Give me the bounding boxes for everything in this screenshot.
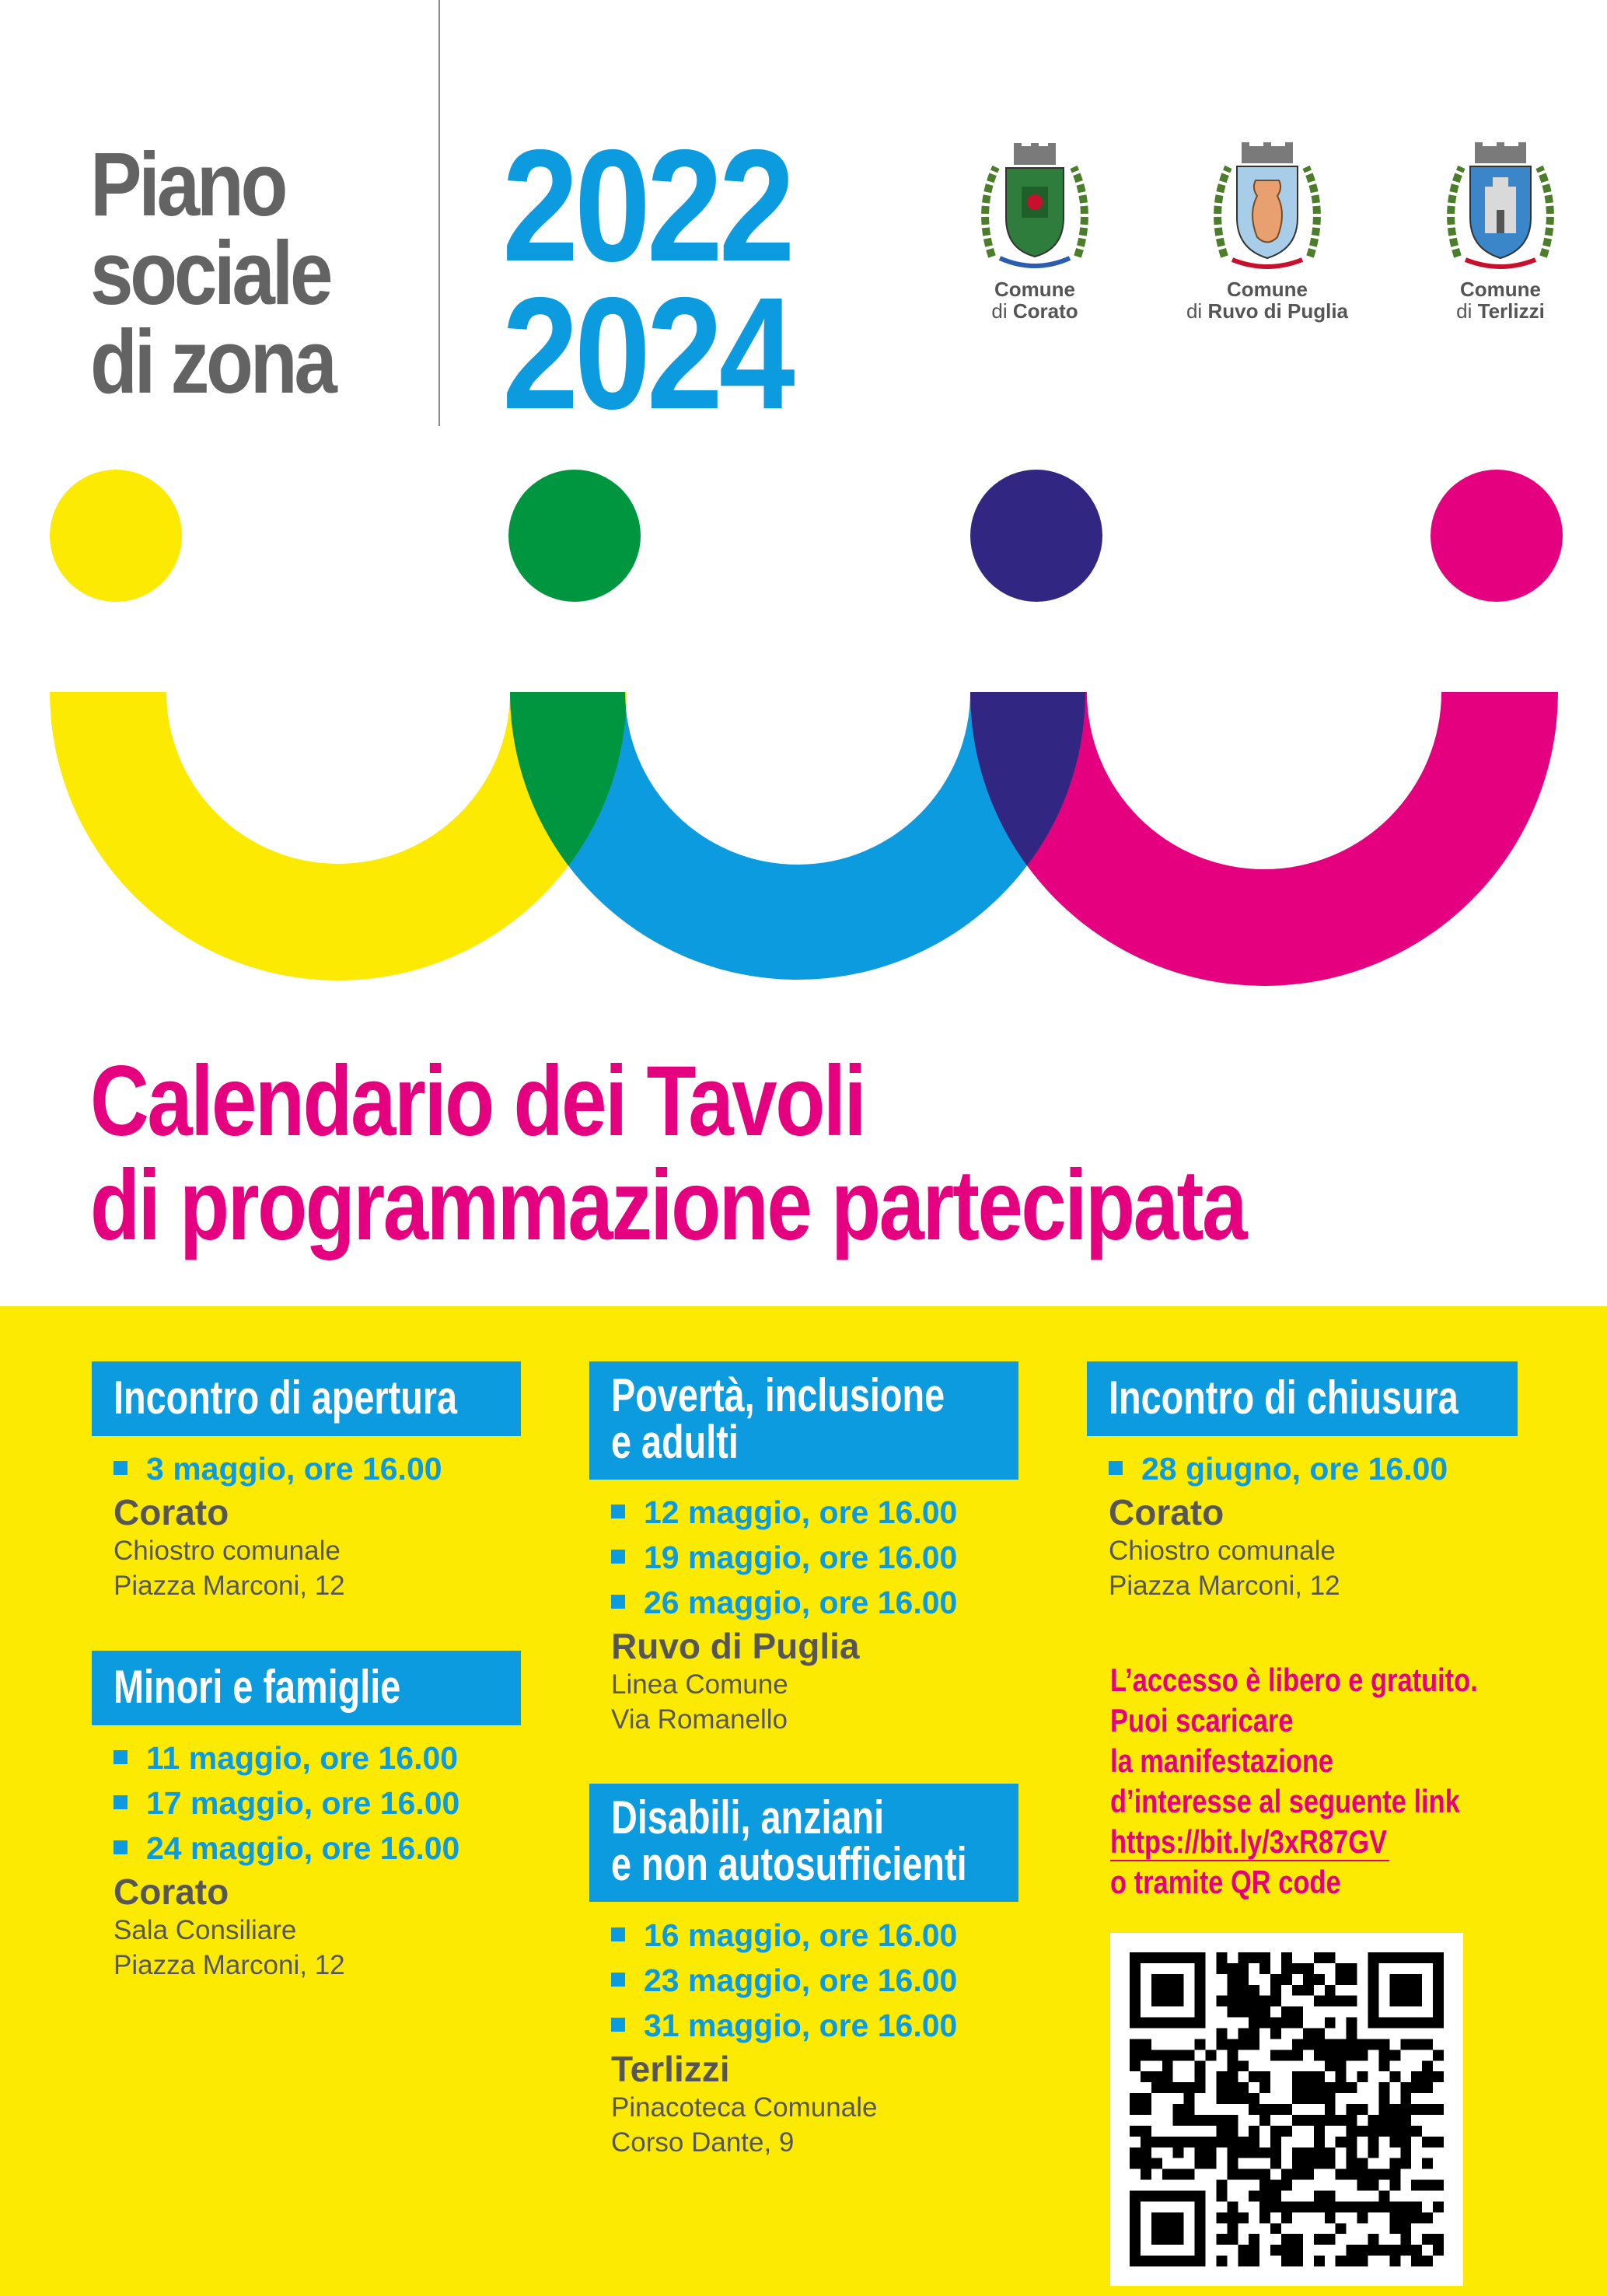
download-link[interactable]: https://bit.ly/3xR87GV (1110, 1824, 1389, 1861)
bullet-square-icon (114, 1795, 128, 1809)
venue-line: Piazza Marconi, 12 (114, 1950, 345, 1980)
note-line: o tramite QR code (1110, 1864, 1341, 1900)
note-line: Puoi scaricare (1110, 1702, 1294, 1739)
date-item: 11 maggio, ore 16.00 (114, 1735, 459, 1781)
venue-line: Chiostro comunale (114, 1536, 341, 1566)
section-header-poverta (589, 1361, 1018, 1480)
date-item: 12 maggio, ore 16.00 (611, 1490, 957, 1535)
date-item: 17 maggio, ore 16.00 (114, 1781, 459, 1826)
bullet-square-icon (114, 1750, 128, 1764)
venue-line: Corso Dante, 9 (611, 2127, 795, 2158)
date-item: 23 maggio, ore 16.00 (611, 1958, 957, 2003)
venue-line: Piazza Marconi, 12 (1109, 1571, 1340, 1601)
venue-line: Pinacoteca Comunale (611, 2092, 878, 2123)
title-line: Calendario dei Tavoli (90, 1046, 865, 1157)
venue-city: Corato (114, 1871, 229, 1912)
date-item: 16 maggio, ore 16.00 (611, 1913, 957, 1958)
section-apertura-body (114, 1446, 442, 1603)
section-header-minori (92, 1651, 521, 1725)
title-line: di programmazione partecipata (90, 1150, 1245, 1261)
venue-city: Ruvo di Puglia (611, 1626, 860, 1666)
venue-line: Piazza Marconi, 12 (114, 1571, 345, 1601)
logo-label: Comune (1460, 278, 1541, 301)
logo-corato (941, 140, 1128, 322)
bullet-square-icon (611, 1595, 625, 1609)
date-item: 31 maggio, ore 16.00 (611, 2003, 957, 2048)
date-item: 26 maggio, ore 16.00 (611, 1580, 957, 1625)
bullet-square-icon (611, 1504, 625, 1518)
venue-line: Chiostro comunale (1109, 1536, 1336, 1566)
logo-sublabel: di Corato (991, 299, 1078, 323)
header-divider (438, 0, 440, 426)
piano-sociale-title (90, 134, 334, 412)
bullet-square-icon (611, 1550, 625, 1564)
magenta-dot (1431, 470, 1563, 602)
calendar-title (90, 1046, 1245, 1261)
section-header-text: e non autosufficienti (611, 1838, 967, 1890)
date-item: 28 giugno, ore 16.00 (1109, 1446, 1448, 1491)
section-minori-body (114, 1735, 459, 1983)
section-header-apertura (92, 1361, 521, 1436)
navy-dot (970, 470, 1102, 602)
note-line: L’accesso è libero e gratuito. (1110, 1662, 1478, 1698)
access-note (1110, 1660, 1478, 1903)
section-header-disabili (589, 1784, 1018, 1902)
year-end: 2024 (502, 264, 791, 442)
logo-ruvo (1174, 140, 1361, 322)
title-line: di zona (90, 311, 334, 412)
section-header-text: Incontro di chiusura (1109, 1372, 1459, 1424)
logo-label: Comune (1227, 278, 1308, 301)
bullet-square-icon (114, 1840, 128, 1854)
section-header-text: Povertà, inclusione (611, 1369, 945, 1421)
bullet-square-icon (1109, 1461, 1123, 1475)
qr-code-box[interactable] (1110, 1933, 1463, 2286)
logo-sublabel: di Terlizzi (1456, 299, 1545, 323)
years (502, 117, 791, 442)
section-header-text: Incontro di apertura (114, 1372, 458, 1424)
title-line: Piano (90, 134, 285, 235)
section-disabili-body (611, 1913, 957, 2160)
bullet-square-icon (611, 1927, 625, 1941)
corato-coat-of-arms-icon (976, 140, 1093, 272)
venue-line: Via Romanello (611, 1704, 788, 1735)
venue-city: Corato (1109, 1492, 1224, 1532)
venue-line: Sala Consiliare (114, 1915, 297, 1945)
smile-arcs-graphic (0, 692, 1607, 1003)
section-header-text: Minori e famiglie (114, 1661, 401, 1713)
note-line: la manifestazione (1110, 1742, 1334, 1779)
green-dot (508, 470, 641, 602)
bullet-square-icon (114, 1461, 128, 1475)
title-line: sociale (90, 222, 330, 323)
venue-city: Corato (114, 1492, 229, 1532)
section-header-text: Disabili, anziani (611, 1791, 885, 1843)
date-item: 24 maggio, ore 16.00 (114, 1826, 459, 1871)
section-header-text: e adulti (611, 1416, 739, 1468)
yellow-dot (50, 470, 182, 602)
logo-sublabel: di Ruvo di Puglia (1186, 299, 1349, 323)
bullet-square-icon (611, 2018, 625, 2032)
qr-code-icon (1130, 1952, 1444, 2266)
note-line: d’interesse al seguente link (1110, 1783, 1460, 1819)
date-item: 19 maggio, ore 16.00 (611, 1535, 957, 1580)
logo-label: Comune (994, 278, 1075, 301)
section-header-chiusura (1087, 1361, 1518, 1436)
ruvo-coat-of-arms-icon (1209, 140, 1326, 272)
terlizzi-coat-of-arms-icon (1442, 140, 1559, 272)
logo-terlizzi (1407, 140, 1594, 322)
section-chiusura-body (1109, 1446, 1448, 1603)
bullet-square-icon (611, 1973, 625, 1987)
venue-city: Terlizzi (611, 2049, 730, 2089)
section-poverta-body (611, 1490, 957, 1737)
date-item: 3 maggio, ore 16.00 (114, 1446, 442, 1491)
year-start: 2022 (502, 117, 791, 295)
venue-line: Linea Comune (611, 1669, 788, 1700)
